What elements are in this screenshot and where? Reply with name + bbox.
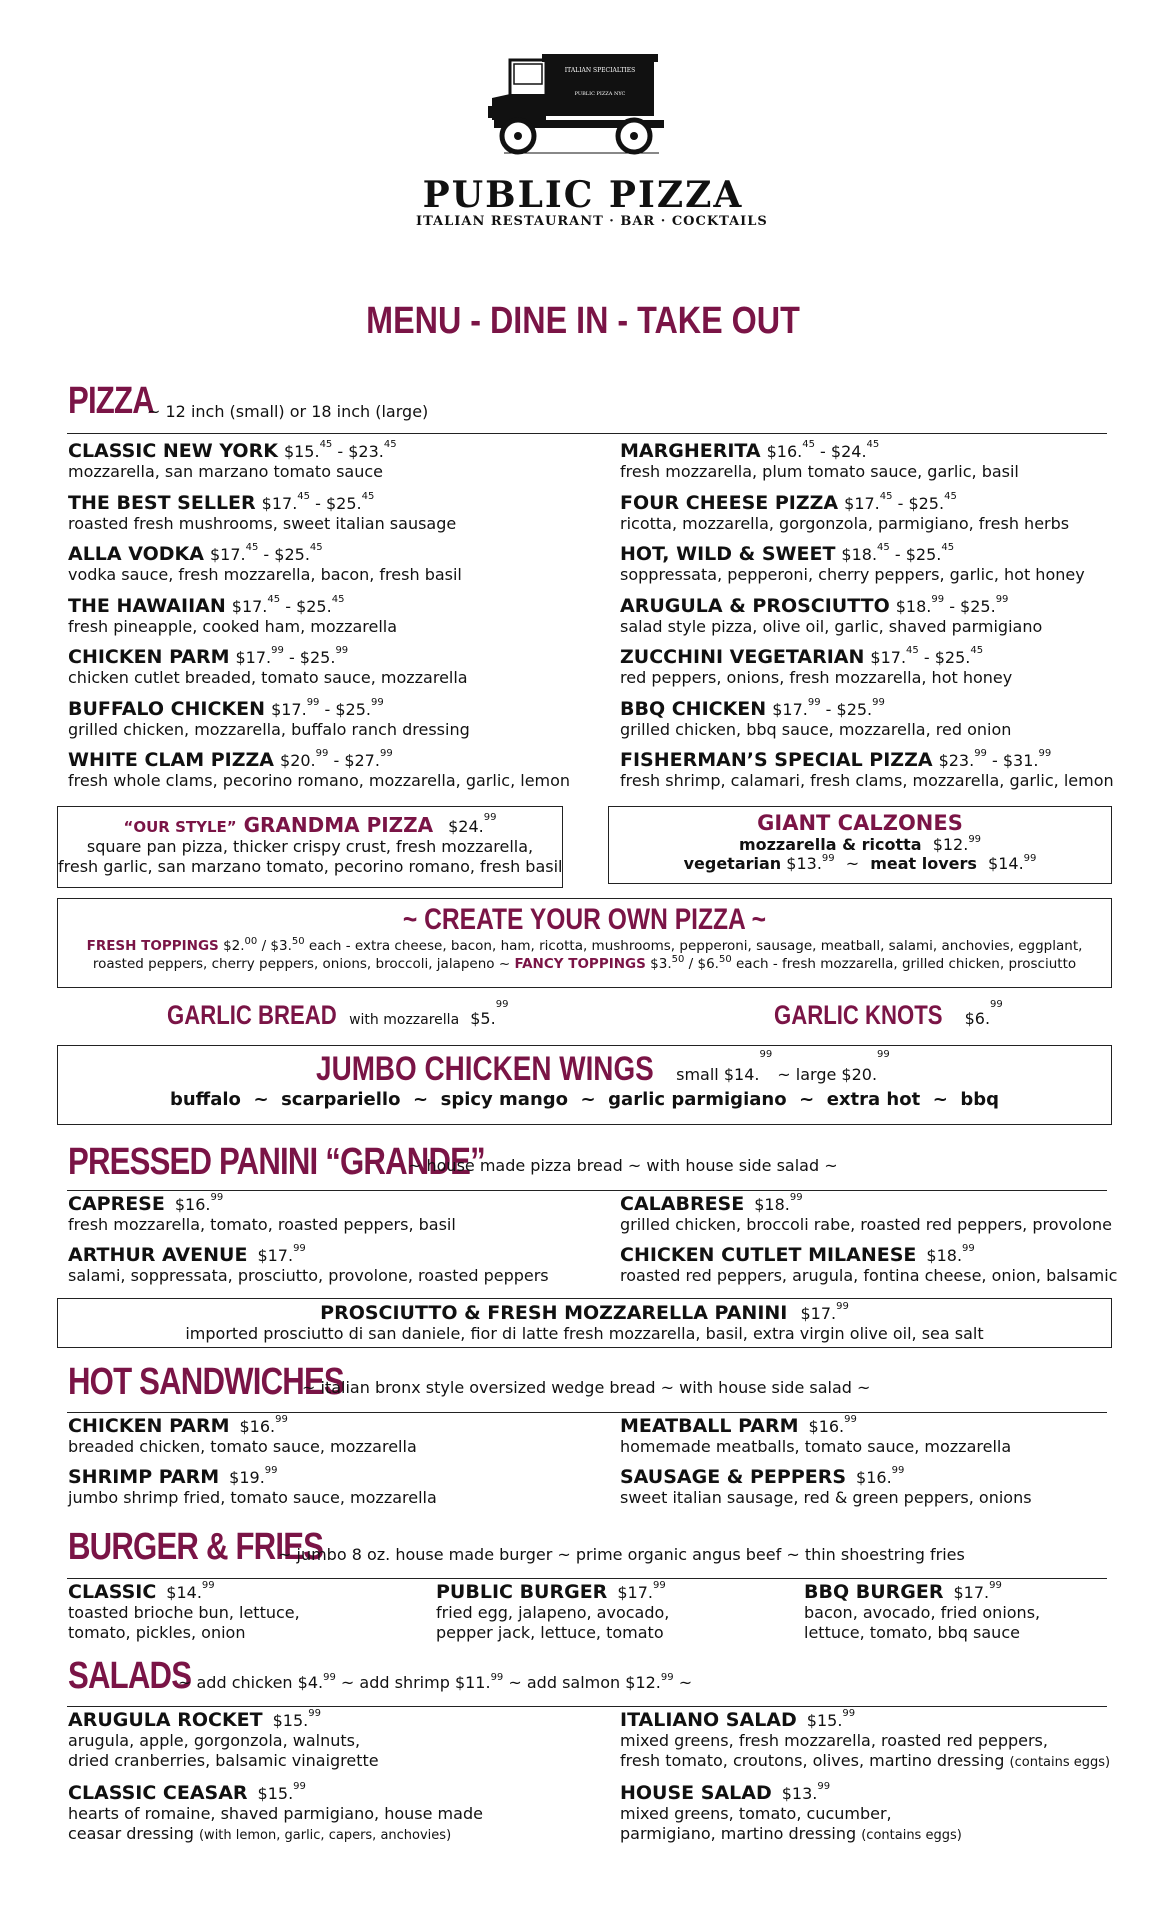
menu-item <box>620 543 1140 585</box>
truck-sign-2: PUBLIC PIZZA NYC <box>574 91 626 97</box>
brand-tagline: ITALIAN RESTAURANT · BAR · COCKTAILS <box>416 214 768 229</box>
item-name: CLASSIC NEW YORK <box>68 440 278 462</box>
item-name: PUBLIC BURGER <box>436 1581 608 1603</box>
item-desc: lettuce, tomato, bbq sauce <box>804 1623 1020 1642</box>
panini-section-subtitle: ~ house made pizza bread ~ with house side salad ~ <box>408 1156 838 1175</box>
item-desc: soppressata, pepperoni, cherry peppers, garlic, hot honey <box>620 565 1085 584</box>
item-name: CLASSIC <box>68 1581 157 1603</box>
menu-item <box>620 749 1140 791</box>
item-desc: grilled chicken, broccoli rabe, roasted red peppers, provolone <box>620 1215 1112 1234</box>
item-name: ITALIANO SALAD <box>620 1709 797 1731</box>
item-price: $17.99 <box>953 1580 1002 1602</box>
menu-item <box>620 646 1140 688</box>
item-desc: grilled chicken, bbq sauce, mozzarella, red onion <box>620 719 1012 739</box>
item-price: $18.99 <box>754 1192 803 1214</box>
item-name: THE HAWAIIAN <box>68 594 226 617</box>
item-name: SAUSAGE & PEPPERS <box>620 1466 847 1488</box>
grandma-prefix: “OUR STYLE” <box>123 818 237 836</box>
item-name: CLASSIC CEASAR <box>68 1782 248 1804</box>
item-desc: tomato, pickles, onion <box>68 1623 246 1642</box>
item-name: CHICKEN PARM <box>68 646 230 668</box>
garlic-bread: GARLIC BREAD with mozzarella $5.99 <box>167 999 509 1030</box>
item-price: $18.99 - $25.99 <box>895 593 1009 616</box>
item-price: $17.99 - $25.99 <box>271 696 384 719</box>
item-desc: chicken cutlet breaded, tomato sauce, mozzarella <box>68 668 468 687</box>
item-price: $17.99 - $25.99 <box>235 645 349 667</box>
item-name: ARUGULA ROCKET <box>68 1709 263 1731</box>
calzone-mozz-label: mozzarella & ricotta <box>738 835 922 854</box>
hot-sandwiches-title: HOT SANDWICHES <box>68 1361 344 1403</box>
item-price: $16.99 <box>174 1192 224 1214</box>
divider <box>67 1706 1107 1707</box>
chicken-wings-box: JUMBO CHICKEN WINGS small $14.99 ~ large $20.99 buffalo ~ scarpariello ~ spicy mango ~ garlic parmigiano ~ extra hot ~ bbq <box>57 1045 1112 1125</box>
item-price: $23.99 - $31.99 <box>938 748 1052 770</box>
item-desc: toasted brioche bun, lettuce, <box>68 1603 300 1622</box>
item-name: ARUGULA & PROSCIUTTO <box>620 594 890 617</box>
item-price: $15.99 <box>257 1781 306 1803</box>
item-desc: salami, soppressata, prosciutto, provolone, roasted peppers <box>68 1266 549 1285</box>
menu-item <box>68 543 588 585</box>
item-desc: sweet italian sausage, red & green peppers, onions <box>620 1488 1032 1507</box>
item-name: ARTHUR AVENUE <box>68 1244 248 1266</box>
panini-section-title: PRESSED PANINI “GRANDE” <box>68 1141 485 1183</box>
wings-flavors: buffalo ~ scarpariello ~ spicy mango ~ garlic parmigiano ~ extra hot ~ bbq <box>169 1089 1000 1110</box>
item-desc: breaded chicken, tomato sauce, mozzarella <box>68 1437 417 1456</box>
item-desc: ceasar dressing (with lemon, garlic, capers, anchovies) <box>68 1824 452 1843</box>
salads-section-subtitle: ~ add chicken $4.99 ~ add shrimp $11.99 ~ add salmon $12.99 ~ <box>178 1672 693 1692</box>
item-desc: mixed greens, tomato, cucumber, <box>620 1804 892 1823</box>
grandma-name: GRANDMA PIZZA <box>243 813 434 837</box>
item-desc: fresh whole clams, pecorino romano, mozzarella, garlic, lemon <box>68 771 571 790</box>
menu-item <box>68 646 588 688</box>
menu-item <box>620 698 1140 740</box>
item-price: $20.99 - $27.99 <box>280 748 393 770</box>
item-price: $15.99 <box>806 1708 856 1730</box>
menu-item <box>620 440 1140 482</box>
pizza-section-title: PIZZA <box>68 380 154 422</box>
item-desc: dried cranberries, balsamic vinaigrette <box>68 1751 379 1770</box>
menu-item <box>68 1193 588 1235</box>
calzone-veg-label: vegetarian <box>683 854 782 873</box>
divider <box>67 1412 1107 1413</box>
menu-item <box>804 1581 1164 1643</box>
item-price: $17.99 - $25.99 <box>772 696 885 719</box>
menu-item <box>620 1782 1140 1846</box>
divider <box>67 433 1107 434</box>
item-desc: homemade meatballs, tomato sauce, mozzarella <box>620 1437 1012 1456</box>
item-name: HOUSE SALAD <box>620 1782 772 1804</box>
item-price: $13.99 <box>781 1781 831 1803</box>
menu-item <box>68 749 588 791</box>
item-price: $17.45 - $25.45 <box>209 542 323 564</box>
item-price: $17.45 - $25.45 <box>870 645 984 667</box>
garlic-knots: GARLIC KNOTS $6.99 <box>774 999 1003 1030</box>
grandma-pizza-box: “OUR STYLE” GRANDMA PIZZA $24.99 square pan pizza, thicker crispy crust, fresh mozzarella, fresh garlic, san marzano tomato, pecorino romano, fresh basil <box>57 806 563 888</box>
item-note: (with lemon, garlic, capers, anchovies) <box>198 1828 452 1843</box>
item-price: $16.99 <box>239 1414 288 1436</box>
item-name: CALABRESE <box>620 1193 745 1215</box>
item-price: $16.99 <box>856 1465 905 1487</box>
divider <box>67 1578 1107 1579</box>
item-name: CAPRESE <box>68 1193 165 1215</box>
item-note: (contains eggs) <box>1009 1755 1111 1770</box>
menu-item <box>68 1244 588 1286</box>
menu-item <box>620 1709 1140 1773</box>
menu-item <box>436 1581 796 1643</box>
item-name: MEATBALL PARM <box>620 1415 799 1437</box>
item-name: FISHERMAN’S SPECIAL PIZZA <box>620 749 933 771</box>
fresh-toppings-label: FRESH TOPPINGS <box>86 938 219 954</box>
create-your-own-title: ~ CREATE YOUR OWN PIZZA ~ <box>402 903 767 936</box>
item-desc: roasted red peppers, arugula, fontina cheese, onion, balsamic <box>620 1266 1118 1285</box>
item-price: $17.45 - $25.45 <box>231 593 345 616</box>
calzones-title: GIANT CALZONES <box>757 811 963 835</box>
menu-item <box>620 1244 1140 1286</box>
item-name: CHICKEN CUTLET MILANESE <box>620 1244 917 1266</box>
grandma-desc-1: square pan pizza, thicker crispy crust, fresh mozzarella, <box>86 837 534 856</box>
item-desc: jumbo shrimp fried, tomato sauce, mozzarella <box>68 1488 437 1507</box>
truck-sign-1: ITALIAN SPECIALTIES <box>564 67 636 74</box>
item-desc: fresh mozzarella, plum tomato sauce, garlic, basil <box>620 462 1019 481</box>
item-desc: fresh pineapple, cooked ham, mozzarella <box>68 616 398 636</box>
item-price: $15.99 <box>272 1708 321 1730</box>
item-desc: fresh mozzarella, tomato, roasted peppers, basil <box>68 1215 456 1234</box>
item-desc: grilled chicken, mozzarella, buffalo ranch dressing <box>68 719 470 739</box>
item-note: (contains eggs) <box>861 1828 962 1843</box>
hot-sandwiches-subtitle: ~ italian bronx style oversized wedge bread ~ with house side salad ~ <box>302 1378 871 1397</box>
brand-name: PUBLIC PIZZA <box>422 174 744 216</box>
item-name: CHICKEN PARM <box>68 1415 230 1437</box>
menu-item <box>620 492 1140 534</box>
item-price: $18.99 <box>926 1243 975 1265</box>
salads-section-title: SALADS <box>68 1655 192 1697</box>
item-name: BBQ CHICKEN <box>620 697 767 720</box>
item-name: ZUCCHINI VEGETARIAN <box>620 646 865 668</box>
item-price: $17.45 - $25.45 <box>261 490 375 513</box>
item-name: THE BEST SELLER <box>68 491 256 514</box>
truck-logo <box>484 50 674 160</box>
item-desc: mixed greens, fresh mozzarella, roasted red peppers, <box>620 1731 1048 1750</box>
item-desc: parmigiano, martino dressing (contains eggs) <box>620 1824 962 1843</box>
item-price: $18.45 - $25.45 <box>841 542 955 564</box>
item-desc: mozzarella, san marzano tomato sauce <box>68 462 383 481</box>
item-desc: arugula, apple, gorgonzola, walnuts, <box>68 1731 361 1750</box>
item-name: ALLA VODKA <box>68 543 204 565</box>
burger-section-subtitle: ~ jumbo 8 oz. house made burger ~ prime organic angus beef ~ thin shoestring fries <box>278 1545 965 1564</box>
menu-item <box>68 492 588 534</box>
item-desc: fresh shrimp, calamari, fresh clams, mozzarella, garlic, lemon <box>620 771 1114 790</box>
item-name: BUFFALO CHICKEN <box>68 697 266 720</box>
prosciutto-panini-box: PROSCIUTTO & FRESH MOZZARELLA PANINI $17.99 imported prosciutto di san daniele, fior di latte fresh mozzarella, basil, extra virgin olive oil, sea salt <box>57 1298 1112 1348</box>
item-price: $15.45 - $23.45 <box>283 439 397 461</box>
item-price: $17.99 <box>617 1580 666 1602</box>
item-price: $17.99 <box>257 1243 306 1265</box>
fancy-toppings-label: FANCY TOPPINGS <box>514 956 646 972</box>
item-price: $17.45 - $25.45 <box>844 490 957 513</box>
item-name: HOT, WILD & SWEET <box>620 543 836 565</box>
create-your-own-box: ~ CREATE YOUR OWN PIZZA ~ FRESH TOPPINGS $2.00 / $3.50 each - extra cheese, bacon, ham, ricotta, mushrooms, pepperoni, sausage, meatball, salami, anchovies, eggplant, roasted peppers, cherry peppers, onions, broccoli, jalapeno ~ FANCY TOPPINGS $3.50 / $6.50 each - fresh mozzarella, grilled chicken, prosciutto <box>57 898 1112 988</box>
item-price: $16.99 <box>808 1414 857 1436</box>
prosciutto-panini-name: PROSCIUTTO & FRESH MOZZARELLA PANINI <box>320 1302 788 1324</box>
burger-section-title: BURGER & FRIES <box>68 1526 324 1568</box>
item-price: $16.45 - $24.45 <box>766 439 880 461</box>
item-desc: red peppers, onions, fresh mozzarella, hot honey <box>620 668 1013 687</box>
grandma-price: $24. <box>448 817 484 836</box>
menu-item <box>68 595 588 637</box>
item-name: FOUR CHEESE PIZZA <box>620 491 839 514</box>
menu-item <box>68 1782 588 1846</box>
item-desc: fried egg, jalapeno, avocado, <box>436 1603 670 1622</box>
item-desc: bacon, avocado, fried onions, <box>804 1603 1041 1622</box>
menu-item <box>68 1466 588 1508</box>
item-name: SHRIMP PARM <box>68 1466 220 1488</box>
item-price: $19.99 <box>229 1465 278 1487</box>
item-name: BBQ BURGER <box>804 1581 944 1603</box>
menu-item <box>68 1415 588 1457</box>
menu-item <box>620 1415 1140 1457</box>
calzone-meat-label: meat lovers <box>870 854 977 873</box>
wings-title: JUMBO CHICKEN WINGS <box>316 1050 654 1088</box>
item-desc: fresh tomato, croutons, olives, martino dressing (contains eggs) <box>620 1751 1111 1770</box>
grandma-desc-2: fresh garlic, san marzano tomato, pecorino romano, fresh basil <box>58 857 563 876</box>
menu-item <box>68 440 588 482</box>
menu-item <box>620 1193 1140 1235</box>
item-desc: salad style pizza, olive oil, garlic, shaved parmigiano <box>620 616 1043 636</box>
item-name: MARGHERITA <box>620 440 761 462</box>
menu-item <box>68 1709 588 1773</box>
pizza-section-subtitle: ~ 12 inch (small) or 18 inch (large) <box>147 402 429 421</box>
item-desc: roasted fresh mushrooms, sweet italian sausage <box>68 513 457 533</box>
calzones-box: GIANT CALZONES mozzarella & ricotta $12.99 vegetarian $13.99 ~ meat lovers $14.99 <box>608 806 1112 884</box>
item-desc: ricotta, mozzarella, gorgonzola, parmigiano, fresh herbs <box>620 513 1070 533</box>
item-desc: pepper jack, lettuce, tomato <box>436 1623 664 1642</box>
item-price: $14.99 <box>166 1580 215 1602</box>
item-name: WHITE CLAM PIZZA <box>68 749 275 771</box>
menu-title: MENU - DINE IN - TAKE OUT <box>366 300 800 342</box>
item-desc: hearts of romaine, shaved parmigiano, house made <box>68 1804 483 1823</box>
item-desc: vodka sauce, fresh mozzarella, bacon, fresh basil <box>68 565 462 584</box>
menu-item <box>68 698 588 740</box>
menu-item <box>620 595 1140 637</box>
menu-item <box>68 1581 428 1643</box>
prosciutto-panini-desc: imported prosciutto di san daniele, fior di latte fresh mozzarella, basil, extra virgin olive oil, sea salt <box>185 1324 984 1343</box>
menu-item <box>620 1466 1140 1508</box>
divider <box>67 1190 1107 1191</box>
